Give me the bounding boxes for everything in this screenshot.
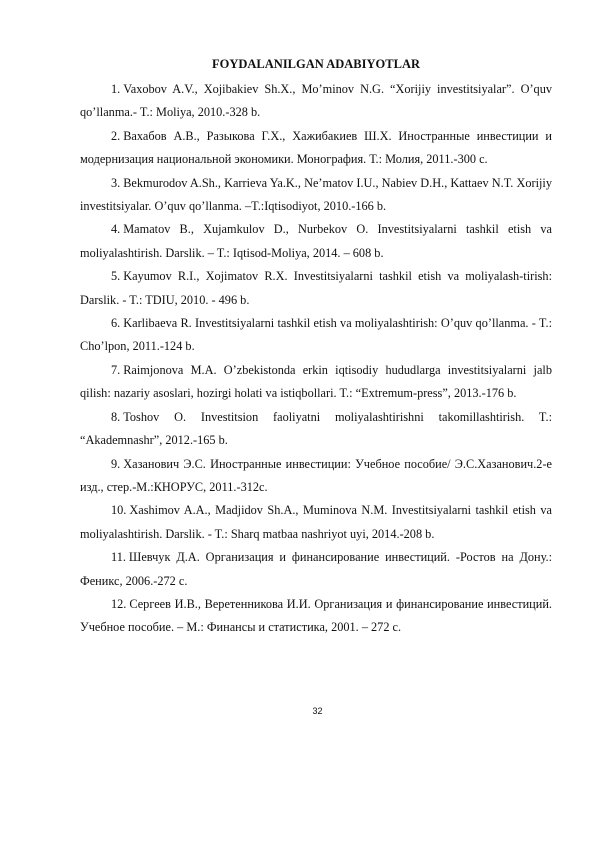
reference-number: 2.	[111, 128, 121, 143]
reference-number: 6.	[111, 316, 121, 331]
reference-item	[80, 265, 552, 312]
reference-number: 7.	[111, 362, 121, 377]
reference-item	[80, 312, 552, 359]
reference-number: 4.	[111, 222, 121, 237]
reference-item	[80, 218, 552, 265]
page-title: FOYDALANILGAN ADABIYOTLAR	[211, 57, 420, 71]
reference-item	[80, 78, 552, 125]
reference-number: 8.	[111, 409, 121, 424]
reference-number: 11.	[111, 550, 126, 565]
reference-item	[80, 546, 552, 593]
reference-number: 10.	[111, 503, 127, 518]
reference-text: Вахабов А.В., Разыкова Г.Х., Хажибакиев Ш.Х. Иностранные инвестиции и модернизация национальной экономики. Монография. Т.: Молия, 2011.-300 с.	[80, 128, 552, 167]
page-number: 32	[312, 706, 323, 716]
reference-text: Хазанович Э.С. Иностранные инвестиции: Учебное пособие/ Э.С.Хазанович.2-е изд., стер.-М.:КНОРУС, 2011.-312с.	[80, 456, 552, 494]
reference-number: 3.	[111, 175, 121, 190]
reference-text: Xashimov A.A., Madjidov Sh.A., Muminova N.M. Investitsiyalarni tashkil etish va moliyalashtirish. Darslik. - T.: Sharq matbaa nashriyot uyi, 2014.-208 b.	[80, 503, 552, 541]
reference-item	[80, 125, 552, 172]
reference-text: Toshov O. Investitsion faoliyatni moliyalashtirishni takomillashtirish. T.: “Akademnashr”, 2012.-165 b.	[80, 409, 552, 448]
reference-number: 1.	[111, 82, 121, 96]
reference-item	[80, 172, 552, 219]
reference-text: Шевчук Д.А. Организация и финансирование инвестиций. -Ростов на Дону.: Феникс, 2006.-272 с.	[80, 550, 552, 588]
reference-text: Kayumov R.I., Xojimatov R.X. Investitsiyalarni tashkil etish va moliyalash-tirish: Darslik. - T.: TDIU, 2010. - 496 b.	[80, 269, 552, 307]
reference-number: 9.	[111, 456, 121, 471]
reference-number: 12.	[111, 596, 127, 611]
reference-text: Karlibaeva R. Investitsiyalarni tashkil etish va moliyalashtirish: O’quv qo’llanma. - T.: Cho’lpon, 2011.-124 b.	[80, 316, 552, 354]
reference-item	[80, 593, 552, 640]
reference-text: Bekmurodov A.Sh., Karrieva Ya.K., Ne’matov I.U., Nabiev D.H., Kattaev N.T. Xorijiy investitsiyalar. O’quv qo’llanma. –T.:Iqtisodiyot, 2010.-166 b.	[80, 175, 552, 214]
reference-text: Mamatov B., Xujamkulov D., Nurbekov O. Investitsiyalarni tashkil etish va moliyalashtirish. Darslik. – T.: Iqtisod-Moliya, 2014. – 608 b.	[80, 222, 552, 260]
reference-item	[80, 406, 552, 453]
reference-text: Raimjonova M.A. O’zbekistonda erkin iqtisodiy hududlarga investitsiyalarni jalb qilish: nazariy asoslari, hozirgi holati va istiqbollari. T.: “Extremum-press”, 2013.-176 b.	[80, 362, 552, 401]
reference-text: Vaxobov A.V., Xojibakiev Sh.X., Mo’minov N.G. “Xorijiy investitsiyalar”. O’quv qo’llanma.- T.: Moliya, 2010.-328 b.	[80, 82, 552, 120]
reference-item	[80, 499, 552, 546]
reference-item	[80, 359, 552, 406]
reference-text: Сергеев И.В., Веретенникова И.И. Организация и финансирование инвестиций. Учебное пособие. – М.: Финансы и статистика, 2001. – 272 с.	[80, 596, 552, 635]
reference-item	[80, 453, 552, 500]
reference-list	[80, 78, 552, 640]
reference-number: 5.	[111, 269, 121, 284]
